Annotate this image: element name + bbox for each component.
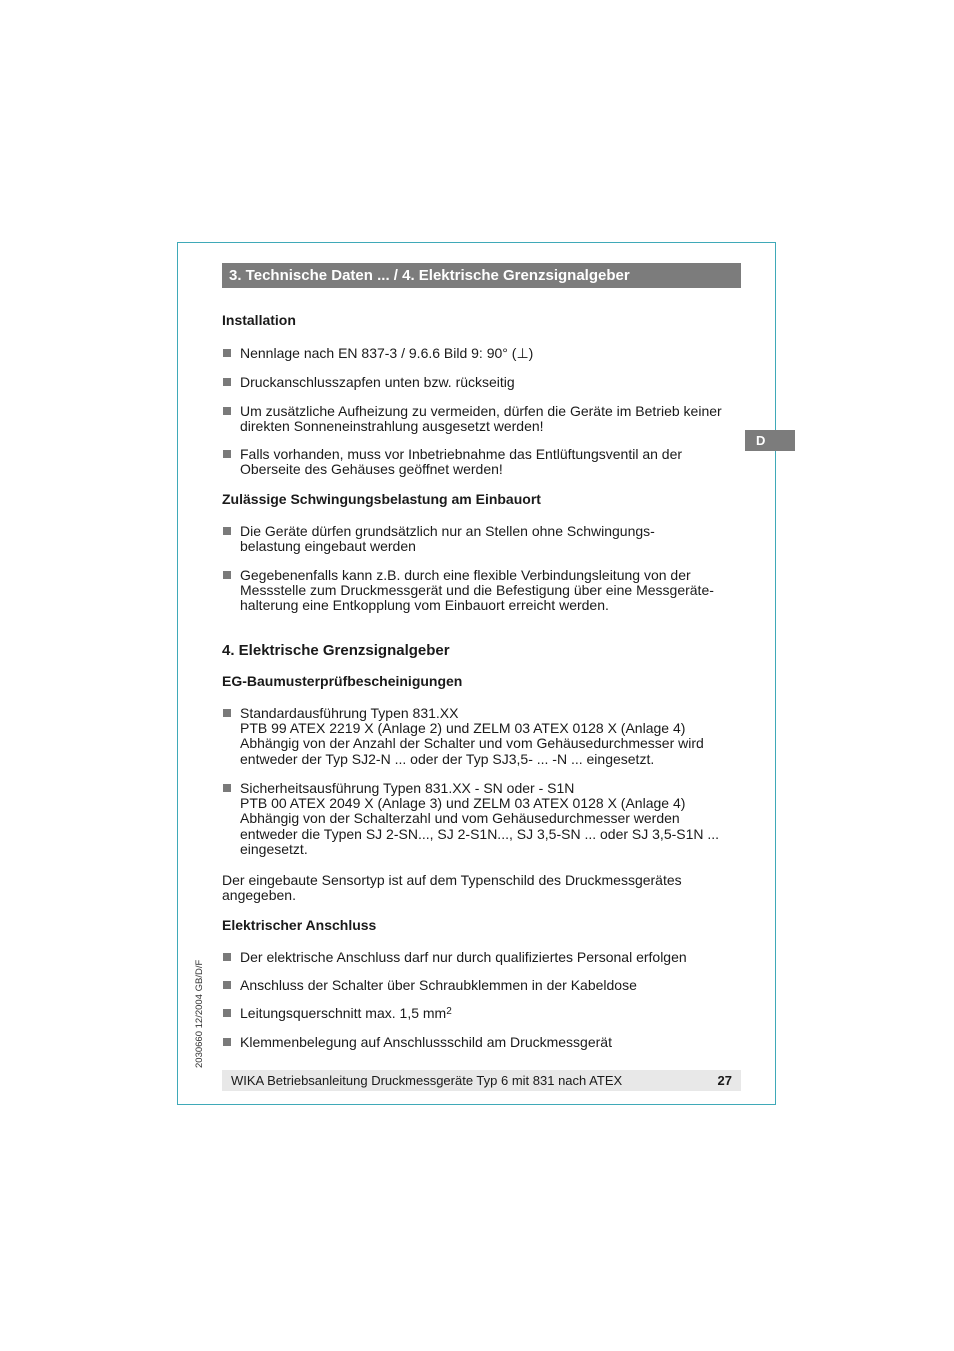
document-code: 2030660 12/2004 GB/D/F: [194, 959, 205, 1068]
bullet-square-icon: [223, 349, 231, 357]
bullet-square-icon: [223, 571, 231, 579]
sensor-note: Der eingebaute Sensortyp ist auf dem Typenschild des Druckmessgerätes angegeben.: [222, 872, 682, 904]
list-item: Sicherheitsausführung Typen 831.XX - SN oder - S1N PTB 00 ATEX 2049 X (Anlage 3) und ZELM 03 ATEX 0128 X (Anlage 4) Abhängig von der Schalterzahl und vom Gehäusedurchmesser werden entweder die Typen SJ 2-SN..., SJ 2-S1N..., SJ 3,5-SN ... oder SJ 3,5-S1N ... eingesetzt.: [222, 781, 742, 857]
bullet-square-icon: [223, 953, 231, 961]
bullet-square-icon: [223, 784, 231, 792]
bullet-square-icon: [223, 981, 231, 989]
eg-heading: EG-Baumusterprüfbescheinigungen: [222, 673, 463, 689]
list-item: Falls vorhanden, muss vor Inbetriebnahme das Entlüftungsventil an der Oberseite des Gehäuses geöffnet werden!: [222, 447, 742, 477]
page-number: 27: [717, 1073, 732, 1088]
language-tab[interactable]: D: [745, 430, 795, 451]
list-item: Anschluss der Schalter über Schraubklemmen in der Kabeldose: [222, 978, 742, 993]
installation-heading: Installation: [222, 312, 296, 328]
list-item: Druckanschlusszapfen unten bzw. rückseitig: [222, 375, 742, 390]
list-item: Der elektrische Anschluss darf nur durch qualifiziertes Personal erfolgen: [222, 950, 742, 965]
vibration-heading: Zulässige Schwingungsbelastung am Einbauort: [222, 491, 541, 507]
bullet-square-icon: [223, 407, 231, 415]
bullet-square-icon: [223, 378, 231, 386]
connection-heading: Elektrischer Anschluss: [222, 917, 377, 933]
bullet-square-icon: [223, 450, 231, 458]
bullet-square-icon: [223, 527, 231, 535]
list-item: Um zusätzliche Aufheizung zu vermeiden, dürfen die Geräte im Betrieb keiner direkten Sonneneinstrahlung ausgesetzt werden!: [222, 404, 742, 434]
bullet-square-icon: [223, 1009, 231, 1017]
list-item: Klemmenbelegung auf Anschlussschild am Druckmessgerät: [222, 1035, 742, 1050]
list-item: Die Geräte dürfen grundsätzlich nur an Stellen ohne Schwingungs- belastung eingebaut werden: [222, 524, 742, 554]
section-4-heading: 4. Elektrische Grenzsignalgeber: [222, 642, 450, 659]
bullet-square-icon: [223, 709, 231, 717]
footer: [222, 1070, 741, 1091]
list-item: Nennlage nach EN 837-3 / 9.6.6 Bild 9: 90° (⊥): [222, 346, 742, 361]
bullet-square-icon: [223, 1038, 231, 1046]
list-item: Leitungsquerschnitt max. 1,5 $mm^2$: [222, 1006, 742, 1021]
superscript: 2: [446, 1006, 452, 1017]
list-item: Gegebenenfalls kann z.B. durch eine flexible Verbindungsleitung von der Messstelle zum Druckmessgerät und die Befestigung über eine Messgeräte- halterung eine Entkopplung vom Einbauort erreicht werden.: [222, 568, 742, 614]
section-header: 3. Technische Daten ... / 4. Elektrische Grenzsignalgeber: [222, 263, 741, 288]
footer-text: WIKA Betriebsanleitung Druckmessgeräte Typ 6 mit 831 nach ATEX: [231, 1073, 623, 1088]
list-item: Standardausführung Typen 831.XX PTB 99 ATEX 2219 X (Anlage 2) und ZELM 03 ATEX 0128 X (Anlage 4) Abhängig von der Anzahl der Schalter und vom Gehäusedurchmesser wird entweder der Typ SJ2-N ... oder der Typ SJ3,5- ... -N ... eingesetzt.: [222, 706, 742, 767]
